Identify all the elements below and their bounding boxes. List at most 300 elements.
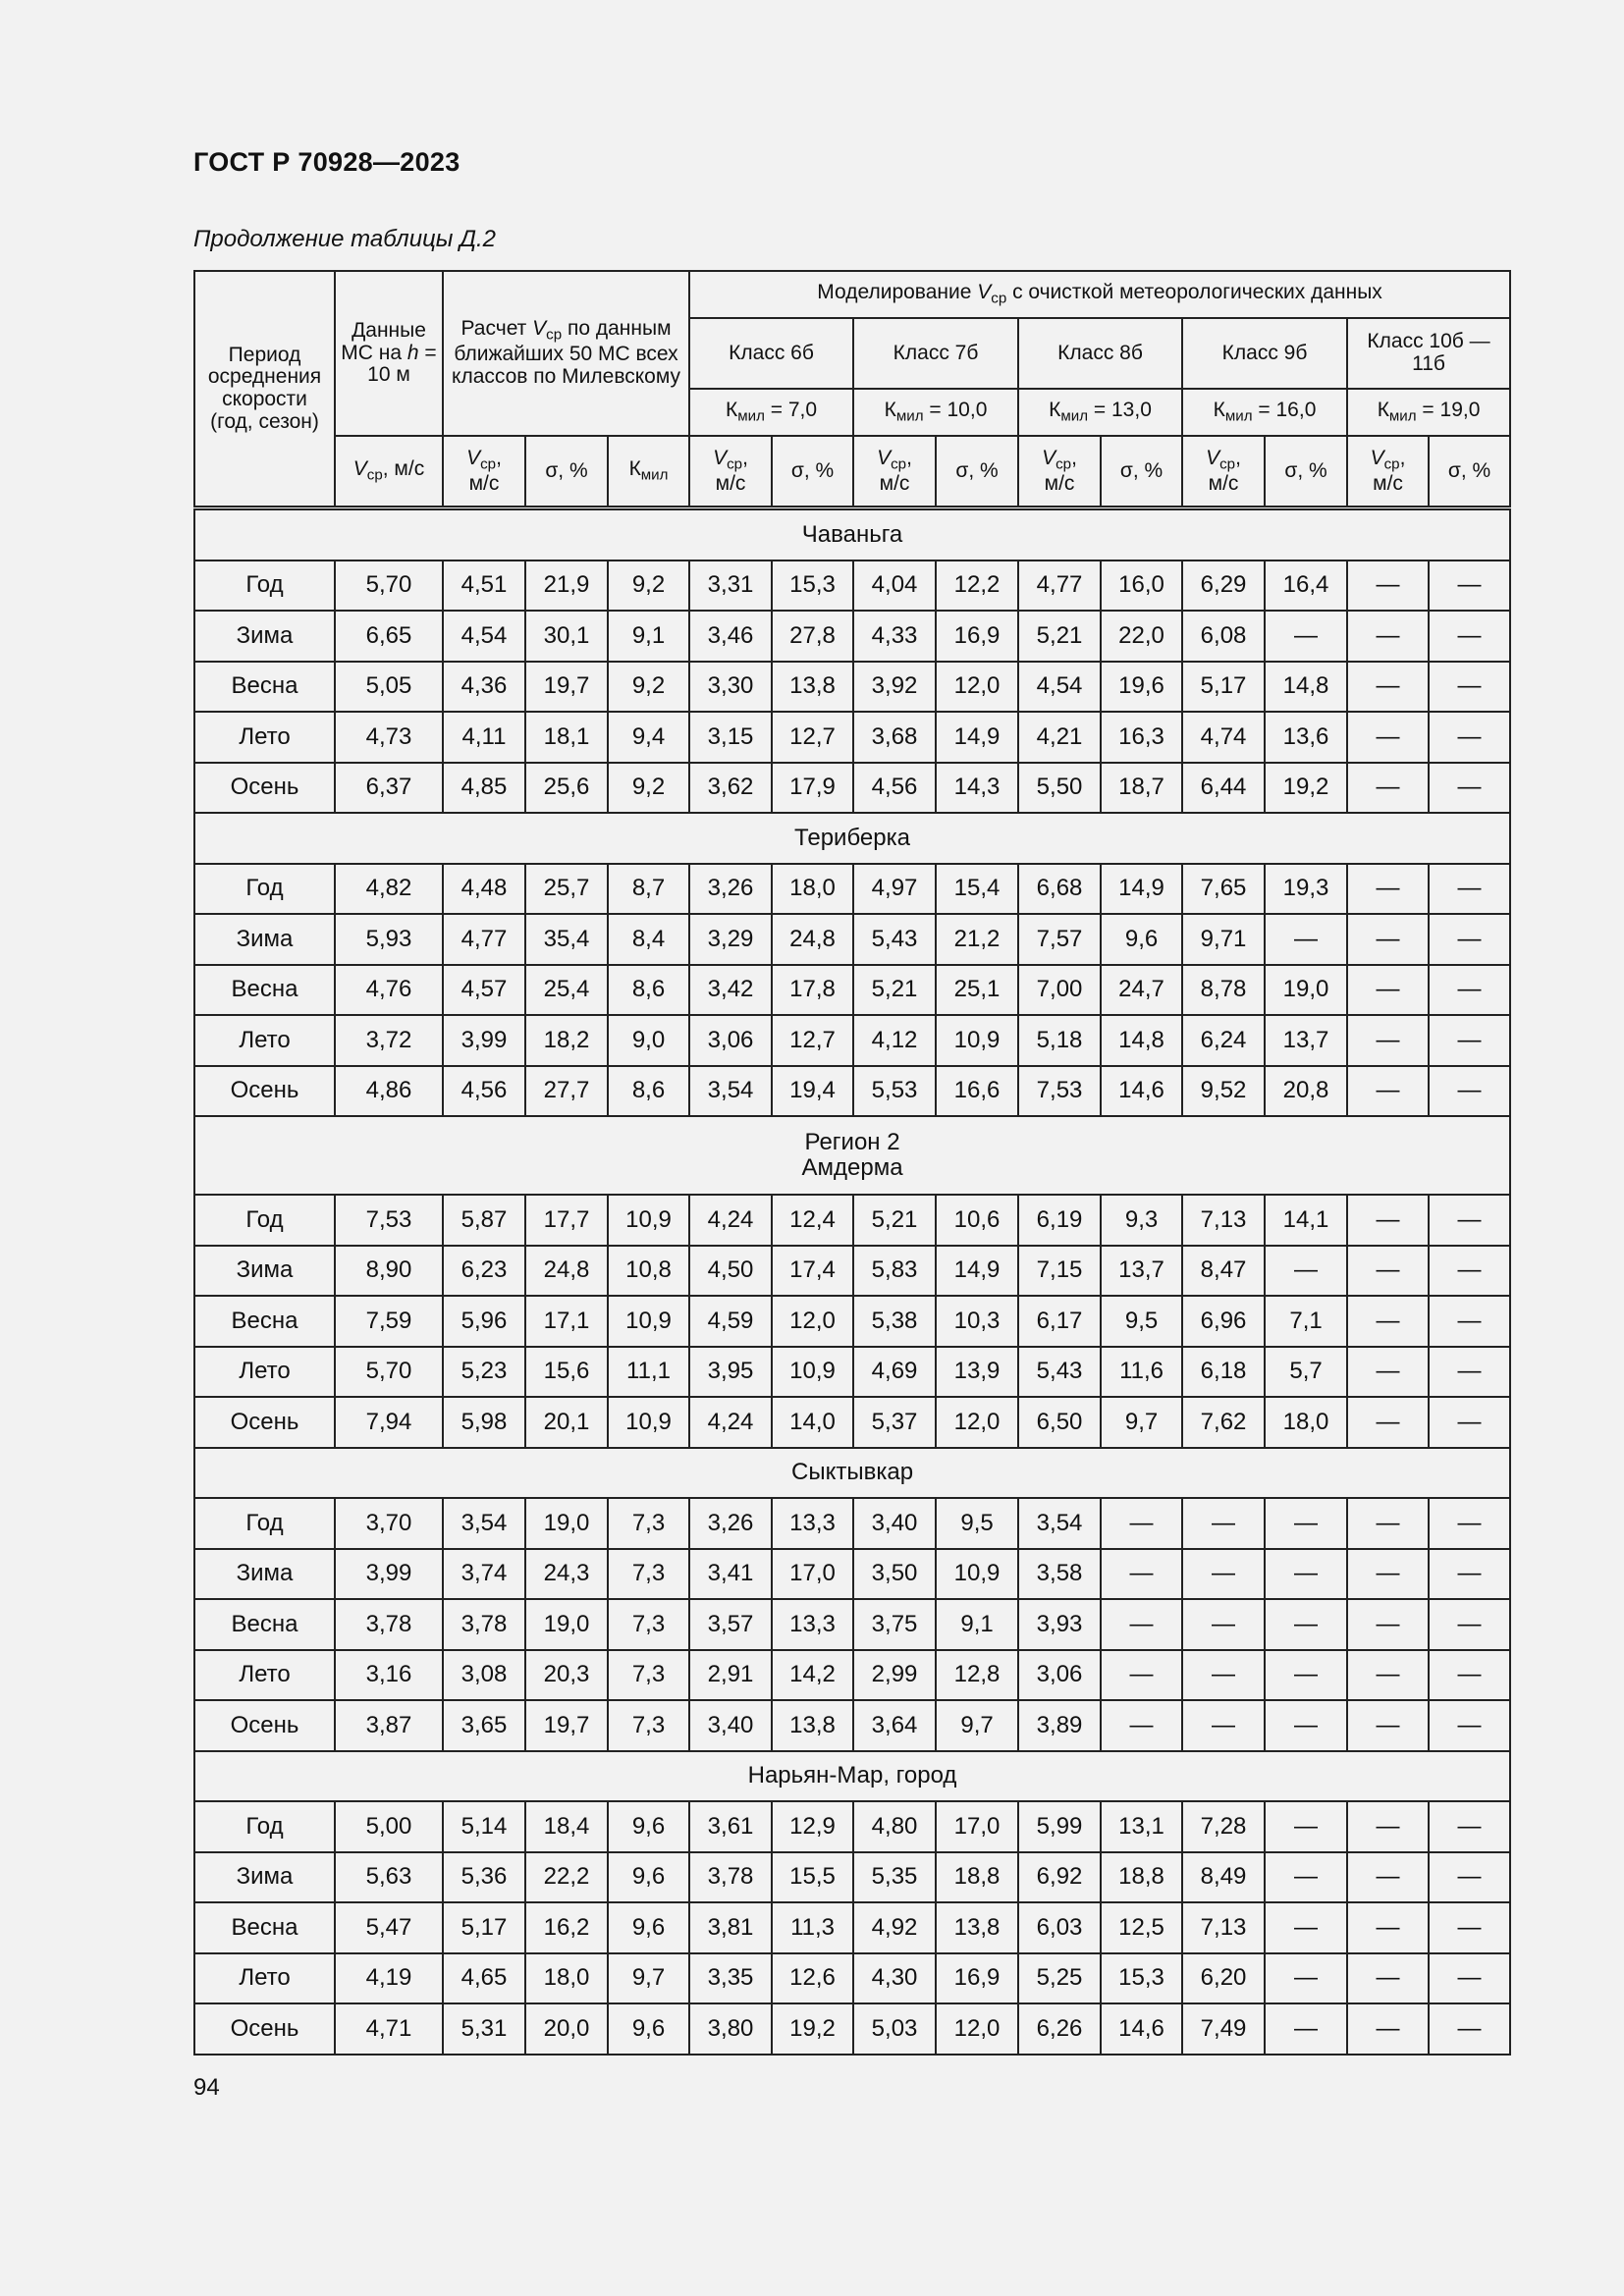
value-cell: 3,95: [689, 1347, 772, 1398]
value-cell: 5,63: [335, 1852, 443, 1903]
value-cell: 4,92: [853, 1902, 936, 1953]
value-cell: 4,59: [689, 1296, 772, 1347]
value-cell: 7,13: [1182, 1195, 1265, 1246]
value-cell: 7,00: [1018, 965, 1101, 1016]
value-cell: —: [1265, 1953, 1347, 2004]
header-unit-v: $V_{ср}$, м/с: [443, 436, 525, 508]
value-cell: —: [1347, 1953, 1429, 2004]
value-cell: 3,31: [689, 561, 772, 612]
header-calc: Расчет $V_{ср}$ по данным ближайших 50 МС всех классов по Милевскому: [443, 271, 689, 436]
value-cell: 7,3: [608, 1498, 689, 1549]
value-cell: 16,2: [525, 1902, 608, 1953]
value-cell: 9,6: [1101, 914, 1182, 965]
value-cell: —: [1347, 662, 1429, 713]
period-cell: Год: [194, 1498, 335, 1549]
value-cell: 9,2: [608, 763, 689, 814]
value-cell: —: [1429, 1246, 1510, 1297]
value-cell: 4,24: [689, 1195, 772, 1246]
value-cell: 5,23: [443, 1347, 525, 1398]
value-cell: 5,38: [853, 1296, 936, 1347]
value-cell: 20,8: [1265, 1066, 1347, 1117]
period-cell: Лето: [194, 1953, 335, 2004]
value-cell: 2,91: [689, 1650, 772, 1701]
value-cell: 12,0: [936, 2003, 1018, 2055]
value-cell: 3,65: [443, 1700, 525, 1751]
section-row: [194, 1751, 1510, 1802]
value-cell: 6,50: [1018, 1397, 1101, 1448]
value-cell: —: [1265, 1246, 1347, 1297]
value-cell: —: [1429, 2003, 1510, 2055]
value-cell: 6,19: [1018, 1195, 1101, 1246]
value-cell: 2,99: [853, 1650, 936, 1701]
value-cell: —: [1265, 2003, 1347, 2055]
table-row: [194, 1650, 1510, 1701]
value-cell: 3,50: [853, 1549, 936, 1600]
value-cell: 3,68: [853, 712, 936, 763]
period-cell: Весна: [194, 662, 335, 713]
value-cell: 27,8: [772, 611, 853, 662]
value-cell: 5,37: [853, 1397, 936, 1448]
header-unit-sigma: σ, %: [1101, 436, 1182, 508]
value-cell: —: [1347, 1801, 1429, 1852]
value-cell: —: [1429, 1296, 1510, 1347]
table-row: [194, 561, 1510, 612]
value-cell: —: [1182, 1599, 1265, 1650]
value-cell: —: [1429, 662, 1510, 713]
section-title: Сыктывкар: [194, 1448, 1510, 1499]
value-cell: 14,3: [936, 763, 1018, 814]
table-row: [194, 1549, 1510, 1600]
value-cell: 4,69: [853, 1347, 936, 1398]
value-cell: 5,50: [1018, 763, 1101, 814]
value-cell: 18,2: [525, 1015, 608, 1066]
value-cell: 17,0: [772, 1549, 853, 1600]
header-class: Класс 10б — 11б: [1347, 318, 1510, 389]
value-cell: —: [1429, 1397, 1510, 1448]
table-row: [194, 1498, 1510, 1549]
value-cell: 6,24: [1182, 1015, 1265, 1066]
value-cell: —: [1182, 1700, 1265, 1751]
value-cell: 4,97: [853, 864, 936, 915]
value-cell: —: [1347, 1700, 1429, 1751]
value-cell: 7,53: [1018, 1066, 1101, 1117]
value-cell: —: [1429, 1852, 1510, 1903]
value-cell: 20,1: [525, 1397, 608, 1448]
value-cell: 5,03: [853, 2003, 936, 2055]
value-cell: —: [1429, 1195, 1510, 1246]
value-cell: 5,70: [335, 561, 443, 612]
value-cell: —: [1182, 1498, 1265, 1549]
value-cell: 4,71: [335, 2003, 443, 2055]
document-title: ГОСТ Р 70928—2023: [193, 147, 460, 177]
value-cell: 3,06: [689, 1015, 772, 1066]
value-cell: 9,7: [936, 1700, 1018, 1751]
value-cell: 8,78: [1182, 965, 1265, 1016]
period-cell: Лето: [194, 1347, 335, 1398]
value-cell: —: [1182, 1650, 1265, 1701]
value-cell: 20,0: [525, 2003, 608, 2055]
value-cell: 10,9: [936, 1015, 1018, 1066]
value-cell: —: [1347, 561, 1429, 612]
value-cell: 9,6: [608, 2003, 689, 2055]
table-row: [194, 2003, 1510, 2055]
value-cell: 5,18: [1018, 1015, 1101, 1066]
value-cell: 15,6: [525, 1347, 608, 1398]
value-cell: —: [1265, 1801, 1347, 1852]
value-cell: 4,12: [853, 1015, 936, 1066]
period-cell: Год: [194, 1195, 335, 1246]
value-cell: 7,59: [335, 1296, 443, 1347]
value-cell: 6,92: [1018, 1852, 1101, 1903]
value-cell: —: [1265, 1650, 1347, 1701]
value-cell: 4,57: [443, 965, 525, 1016]
value-cell: 3,58: [1018, 1549, 1101, 1600]
value-cell: 4,04: [853, 561, 936, 612]
value-cell: 7,3: [608, 1599, 689, 1650]
value-cell: 9,7: [608, 1953, 689, 2004]
value-cell: 14,9: [936, 712, 1018, 763]
value-cell: 8,47: [1182, 1246, 1265, 1297]
value-cell: 3,57: [689, 1599, 772, 1650]
value-cell: 4,86: [335, 1066, 443, 1117]
value-cell: 9,0: [608, 1015, 689, 1066]
table-row: [194, 611, 1510, 662]
value-cell: 9,5: [936, 1498, 1018, 1549]
section-title: Териберка: [194, 813, 1510, 864]
header-modeling: Моделирование $V_{ср}$ с очисткой метеорологических данных: [689, 271, 1510, 318]
value-cell: 3,42: [689, 965, 772, 1016]
value-cell: —: [1101, 1498, 1182, 1549]
value-cell: —: [1347, 763, 1429, 814]
value-cell: 8,7: [608, 864, 689, 915]
value-cell: 4,11: [443, 712, 525, 763]
value-cell: 3,64: [853, 1700, 936, 1751]
value-cell: 3,26: [689, 864, 772, 915]
header-kmil: $К_{мил} = 10,0$: [853, 389, 1018, 436]
value-cell: 7,49: [1182, 2003, 1265, 2055]
value-cell: 12,5: [1101, 1902, 1182, 1953]
value-cell: 4,73: [335, 712, 443, 763]
value-cell: 5,43: [853, 914, 936, 965]
value-cell: —: [1347, 1599, 1429, 1650]
value-cell: 5,36: [443, 1852, 525, 1903]
value-cell: —: [1347, 965, 1429, 1016]
value-cell: 9,2: [608, 561, 689, 612]
value-cell: 3,81: [689, 1902, 772, 1953]
value-cell: 5,70: [335, 1347, 443, 1398]
value-cell: 4,85: [443, 763, 525, 814]
value-cell: 16,3: [1101, 712, 1182, 763]
value-cell: 35,4: [525, 914, 608, 965]
value-cell: 4,54: [443, 611, 525, 662]
value-cell: 19,7: [525, 662, 608, 713]
value-cell: 24,8: [525, 1246, 608, 1297]
value-cell: —: [1265, 1599, 1347, 1650]
period-cell: Весна: [194, 1902, 335, 1953]
value-cell: 15,5: [772, 1852, 853, 1903]
header-unit-sigma: σ, %: [525, 436, 608, 508]
value-cell: 6,20: [1182, 1953, 1265, 2004]
value-cell: 14,9: [936, 1246, 1018, 1297]
header-kmil: $К_{мил} = 7,0$: [689, 389, 853, 436]
value-cell: 4,65: [443, 1953, 525, 2004]
value-cell: —: [1347, 712, 1429, 763]
table-row: [194, 712, 1510, 763]
value-cell: 10,9: [608, 1296, 689, 1347]
value-cell: —: [1182, 1549, 1265, 1600]
value-cell: —: [1347, 1397, 1429, 1448]
value-cell: 5,21: [1018, 611, 1101, 662]
value-cell: —: [1429, 1700, 1510, 1751]
value-cell: 3,89: [1018, 1700, 1101, 1751]
value-cell: 12,9: [772, 1801, 853, 1852]
value-cell: 8,6: [608, 965, 689, 1016]
value-cell: 19,2: [1265, 763, 1347, 814]
value-cell: —: [1347, 1246, 1429, 1297]
table-row: [194, 1700, 1510, 1751]
period-cell: Осень: [194, 1700, 335, 1751]
value-cell: 4,82: [335, 864, 443, 915]
value-cell: —: [1265, 1700, 1347, 1751]
value-cell: 10,3: [936, 1296, 1018, 1347]
value-cell: 4,19: [335, 1953, 443, 2004]
value-cell: 4,36: [443, 662, 525, 713]
value-cell: 4,77: [443, 914, 525, 965]
value-cell: 7,62: [1182, 1397, 1265, 1448]
table-row: [194, 1397, 1510, 1448]
value-cell: —: [1347, 1066, 1429, 1117]
value-cell: 3,87: [335, 1700, 443, 1751]
section-row: [194, 813, 1510, 864]
value-cell: 5,43: [1018, 1347, 1101, 1398]
value-cell: 10,9: [936, 1549, 1018, 1600]
header-unit-v: $V_{ср}$, м/с: [1018, 436, 1101, 508]
table-row: [194, 1852, 1510, 1903]
value-cell: 4,74: [1182, 712, 1265, 763]
value-cell: 7,1: [1265, 1296, 1347, 1347]
value-cell: 3,06: [1018, 1650, 1101, 1701]
value-cell: 4,24: [689, 1397, 772, 1448]
value-cell: 7,3: [608, 1650, 689, 1701]
value-cell: —: [1429, 1902, 1510, 1953]
value-cell: 5,53: [853, 1066, 936, 1117]
value-cell: 13,3: [772, 1599, 853, 1650]
value-cell: 13,7: [1265, 1015, 1347, 1066]
value-cell: 16,4: [1265, 561, 1347, 612]
section-title: Регион 2 Амдерма: [194, 1116, 1510, 1195]
value-cell: 19,7: [525, 1700, 608, 1751]
value-cell: 13,8: [936, 1902, 1018, 1953]
value-cell: —: [1265, 1498, 1347, 1549]
value-cell: —: [1429, 763, 1510, 814]
table-row: [194, 1066, 1510, 1117]
value-cell: —: [1347, 1650, 1429, 1701]
value-cell: 13,9: [936, 1347, 1018, 1398]
header-kmil: $К_{мил} = 13,0$: [1018, 389, 1182, 436]
value-cell: 8,49: [1182, 1852, 1265, 1903]
value-cell: 3,54: [1018, 1498, 1101, 1549]
value-cell: 6,29: [1182, 561, 1265, 612]
table-row: [194, 1246, 1510, 1297]
value-cell: 3,93: [1018, 1599, 1101, 1650]
value-cell: 18,1: [525, 712, 608, 763]
value-cell: 10,9: [608, 1397, 689, 1448]
value-cell: 24,3: [525, 1549, 608, 1600]
value-cell: 9,71: [1182, 914, 1265, 965]
value-cell: 27,7: [525, 1066, 608, 1117]
value-cell: 21,9: [525, 561, 608, 612]
table-row: [194, 1801, 1510, 1852]
value-cell: 14,6: [1101, 1066, 1182, 1117]
header-unit-v: $V_{ср}$, м/с: [1347, 436, 1429, 508]
header-unit-v: $V_{ср}$, м/с: [689, 436, 772, 508]
value-cell: 6,18: [1182, 1347, 1265, 1398]
value-cell: 19,2: [772, 2003, 853, 2055]
value-cell: —: [1429, 1347, 1510, 1398]
value-cell: —: [1429, 1599, 1510, 1650]
period-cell: Лето: [194, 712, 335, 763]
value-cell: —: [1265, 1902, 1347, 1953]
value-cell: 25,4: [525, 965, 608, 1016]
period-cell: Осень: [194, 1066, 335, 1117]
section-row: [194, 1116, 1510, 1195]
period-cell: Осень: [194, 2003, 335, 2055]
value-cell: 6,17: [1018, 1296, 1101, 1347]
value-cell: 3,08: [443, 1650, 525, 1701]
value-cell: 10,6: [936, 1195, 1018, 1246]
value-cell: 11,1: [608, 1347, 689, 1398]
value-cell: 5,35: [853, 1852, 936, 1903]
value-cell: 18,8: [1101, 1852, 1182, 1903]
data-table: [193, 270, 1511, 2056]
value-cell: 7,94: [335, 1397, 443, 1448]
value-cell: —: [1347, 611, 1429, 662]
period-cell: Весна: [194, 1296, 335, 1347]
value-cell: 14,6: [1101, 2003, 1182, 2055]
value-cell: 19,0: [525, 1498, 608, 1549]
value-cell: 7,53: [335, 1195, 443, 1246]
period-cell: Лето: [194, 1650, 335, 1701]
value-cell: —: [1429, 561, 1510, 612]
value-cell: 16,9: [936, 611, 1018, 662]
period-cell: Весна: [194, 965, 335, 1016]
value-cell: 10,8: [608, 1246, 689, 1297]
value-cell: 5,47: [335, 1902, 443, 1953]
value-cell: 18,7: [1101, 763, 1182, 814]
value-cell: 10,9: [772, 1347, 853, 1398]
table-row: [194, 1296, 1510, 1347]
value-cell: 4,76: [335, 965, 443, 1016]
header-unit-v: $V_{ср}$, м/с: [1182, 436, 1265, 508]
value-cell: 12,8: [936, 1650, 1018, 1701]
value-cell: 9,2: [608, 662, 689, 713]
value-cell: 9,6: [608, 1902, 689, 1953]
value-cell: 14,0: [772, 1397, 853, 1448]
value-cell: 9,3: [1101, 1195, 1182, 1246]
value-cell: —: [1265, 914, 1347, 965]
header-class: Класс 6б: [689, 318, 853, 389]
value-cell: 16,0: [1101, 561, 1182, 612]
table-row: [194, 864, 1510, 915]
value-cell: —: [1265, 1852, 1347, 1903]
value-cell: 5,14: [443, 1801, 525, 1852]
value-cell: 3,40: [853, 1498, 936, 1549]
value-cell: —: [1429, 1015, 1510, 1066]
value-cell: 14,8: [1265, 662, 1347, 713]
value-cell: 5,7: [1265, 1347, 1347, 1398]
value-cell: 4,56: [443, 1066, 525, 1117]
value-cell: 3,54: [689, 1066, 772, 1117]
value-cell: 9,52: [1182, 1066, 1265, 1117]
value-cell: 25,1: [936, 965, 1018, 1016]
value-cell: 5,93: [335, 914, 443, 965]
value-cell: 24,7: [1101, 965, 1182, 1016]
period-cell: Зима: [194, 1246, 335, 1297]
header-period: Период осреднения скорости (год, сезон): [194, 271, 335, 508]
period-cell: Зима: [194, 1852, 335, 1903]
value-cell: 12,7: [772, 1015, 853, 1066]
value-cell: 3,72: [335, 1015, 443, 1066]
header-unit-sigma: σ, %: [1265, 436, 1347, 508]
value-cell: —: [1347, 1498, 1429, 1549]
header-unit-sigma: σ, %: [1429, 436, 1510, 508]
value-cell: 5,00: [335, 1801, 443, 1852]
value-cell: 3,78: [689, 1852, 772, 1903]
value-cell: 3,15: [689, 712, 772, 763]
value-cell: 3,40: [689, 1700, 772, 1751]
value-cell: —: [1347, 1852, 1429, 1903]
value-cell: 8,4: [608, 914, 689, 965]
value-cell: —: [1347, 1549, 1429, 1600]
value-cell: 13,8: [772, 1700, 853, 1751]
value-cell: 12,6: [772, 1953, 853, 2004]
header-unit-sigma: σ, %: [772, 436, 853, 508]
section-title: Нарьян-Мар, город: [194, 1751, 1510, 1802]
value-cell: 8,90: [335, 1246, 443, 1297]
header-kmil: $К_{мил} = 16,0$: [1182, 389, 1347, 436]
period-cell: Осень: [194, 763, 335, 814]
value-cell: 4,48: [443, 864, 525, 915]
value-cell: 13,7: [1101, 1246, 1182, 1297]
value-cell: 3,75: [853, 1599, 936, 1650]
value-cell: 5,17: [443, 1902, 525, 1953]
value-cell: 6,65: [335, 611, 443, 662]
header-class: Класс 7б: [853, 318, 1018, 389]
section-title: Чаваньга: [194, 508, 1510, 561]
value-cell: 5,21: [853, 965, 936, 1016]
table-row: [194, 1015, 1510, 1066]
value-cell: 9,1: [608, 611, 689, 662]
value-cell: 25,6: [525, 763, 608, 814]
value-cell: 5,21: [853, 1195, 936, 1246]
value-cell: 9,5: [1101, 1296, 1182, 1347]
value-cell: —: [1347, 1015, 1429, 1066]
value-cell: 12,0: [936, 662, 1018, 713]
value-cell: 14,2: [772, 1650, 853, 1701]
value-cell: 3,70: [335, 1498, 443, 1549]
value-cell: 3,54: [443, 1498, 525, 1549]
value-cell: 7,15: [1018, 1246, 1101, 1297]
header-unit-kmil: $К_{мил}$: [608, 436, 689, 508]
value-cell: —: [1347, 1296, 1429, 1347]
page-number: 94: [193, 2074, 220, 2101]
value-cell: 22,0: [1101, 611, 1182, 662]
value-cell: 17,4: [772, 1246, 853, 1297]
value-cell: 17,7: [525, 1195, 608, 1246]
table-caption: Продолжение таблицы Д.2: [193, 226, 497, 252]
value-cell: —: [1429, 965, 1510, 1016]
value-cell: 9,6: [608, 1801, 689, 1852]
